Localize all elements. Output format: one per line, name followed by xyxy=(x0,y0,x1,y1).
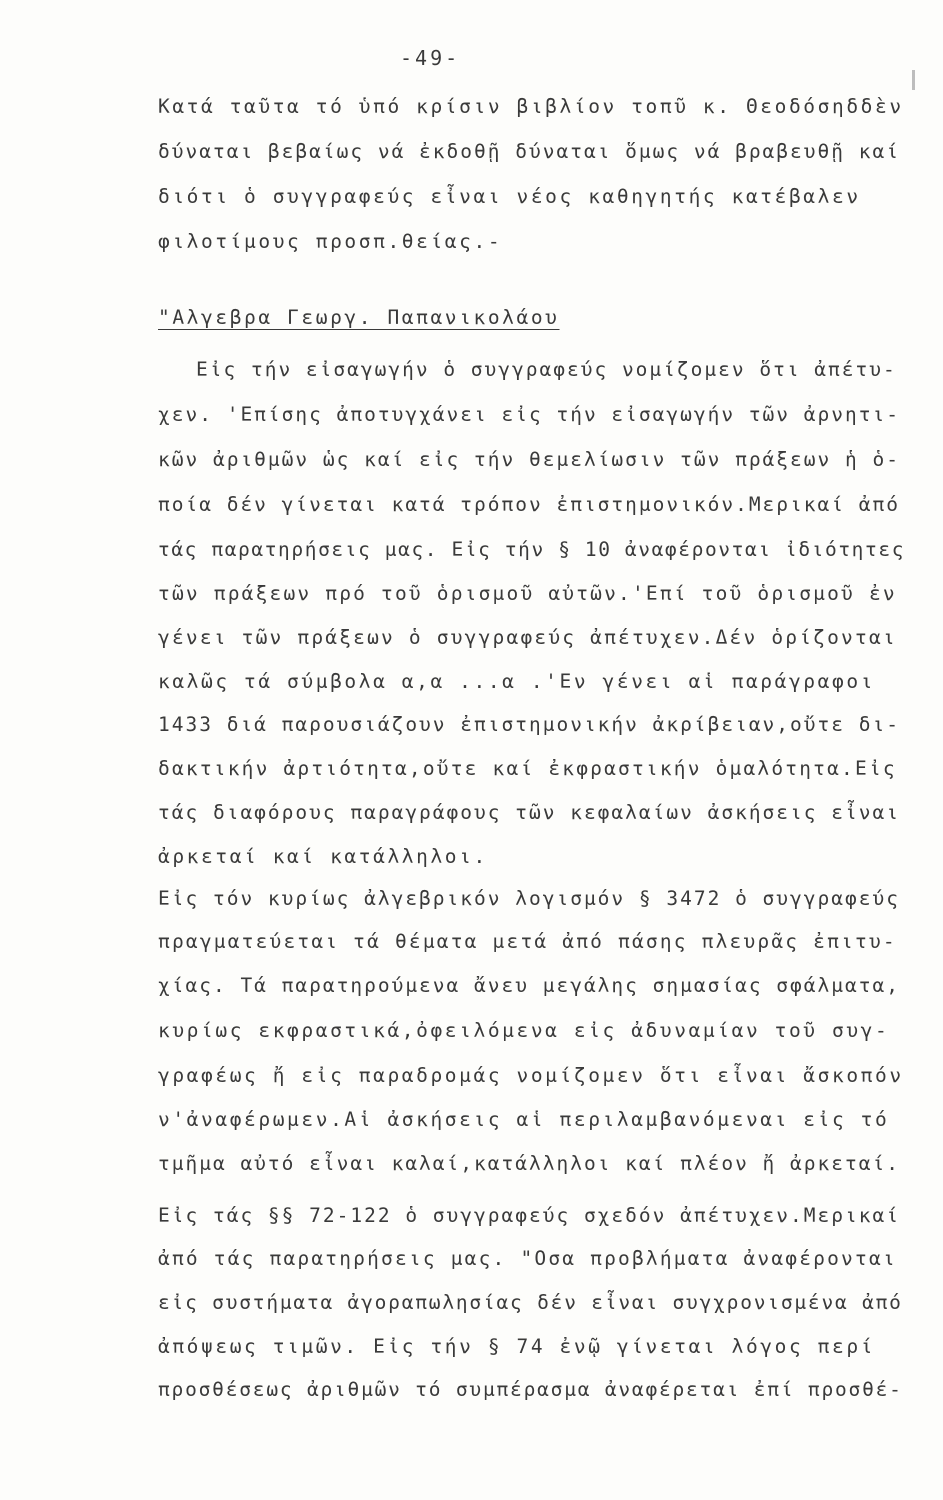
text-line: τμῆμα αὐτό εἶναι καλαί,κατάλληλοι καί πλέον ἤ ἀρκεταί. xyxy=(158,1152,900,1175)
text-line: ἀρκεταί καί κατάλληλοι. xyxy=(158,845,488,868)
text-line: χεν. 'Επίσης ἀποτυγχάνει εἰς τήν εἰσαγωγήν τῶν ἀρνητι- xyxy=(158,403,900,426)
text-line: χίας. Τά παρατηρούμενα ἄνευ μεγάλης σημασίας σφάλματα, xyxy=(158,974,900,997)
text-line: γραφέως ἤ εἰς παραδρομάς νομίζομεν ὅτι εἶναι ἄσκοπόν xyxy=(158,1064,904,1087)
page-number: -49- xyxy=(400,46,461,70)
text-line: δύναται βεβαίως νά ἐκδοθῇ δύναται ὅμως νά βραβευθῇ καί xyxy=(158,140,900,163)
text-line: εἰς συστήματα ἀγοραπωλησίας δέν εἶναι συγχρονισμένα ἀπό xyxy=(158,1291,903,1314)
text-line: κυρίως εκφραστικά,ὀφειλόμενα εἰς ἀδυναμίαν τοῦ συγ- xyxy=(158,1019,890,1042)
text-line: τῶν πράξεων πρό τοῦ ὁρισμοῦ αὐτῶν.'Επί τοῦ ὁρισμοῦ ἐν xyxy=(158,582,897,605)
section-heading: "Αλγεβρα Γεωργ. Παπανικολάου xyxy=(158,306,560,329)
text-line: ἀπόψεως τιμῶν. Εἰς τήν § 74 ἐνῷ γίνεται λόγος περί xyxy=(158,1335,875,1358)
text-line: προσθέσεως ἀριθμῶν τό συμπέρασμα ἀναφέρεται ἐπί προσθέ- xyxy=(158,1378,903,1401)
text-line: διότι ὁ συγγραφεύς εἶναι νέος καθηγητής κατέβαλεν xyxy=(158,185,861,208)
text-line: τάς παρατηρήσεις μας. Εἰς τήν § 10 ἀναφέρονται ἰδιότητες xyxy=(158,538,906,561)
text-line: Κατά ταῦτα τό ὑπό κρίσιν βιβλίον τοπῦ κ. Θεοδόσηδδὲν xyxy=(158,95,904,118)
text-line: 1433 διά παρουσιάζουν ἐπιστημονικήν ἀκρίβειαν,οὔτε δι- xyxy=(158,713,900,736)
text-line: δακτικήν ἀρτιότητα,οὔτε καί ἐκφραστικήν ὁμαλότητα.Εἰς xyxy=(158,757,897,780)
text-line: Εἰς τάς §§ 72-122 ὁ συγγραφεύς σχεδόν ἀπέτυχεν.Μερικαί xyxy=(158,1204,900,1227)
text-line: καλῶς τά σύμβολα α,α ...α .'Εν γένει αἱ παράγραφοι xyxy=(158,670,875,693)
text-line: ποία δέν γίνεται κατά τρόπον ἐπιστημονικόν.Μερικαί ἀπό xyxy=(158,493,900,516)
text-line: γένει τῶν πράξεων ὁ συγγραφεύς ἀπέτυχεν.Δέν ὁρίζονται xyxy=(158,626,897,649)
text-line: ἀπό τάς παρατηρήσεις μας. "Οσα προβλήματα ἀναφέρονται xyxy=(158,1247,897,1270)
text-line: τάς διαφόρους παραγράφους τῶν κεφαλαίων ἀσκήσεις εἶναι xyxy=(158,801,900,824)
text-line: πραγματεύεται τά θέματα μετά ἀπό πάσης πλευρᾶς ἐπιτυ- xyxy=(158,930,897,953)
text-line: φιλοτίμους προσπ.θείας.- xyxy=(158,230,503,253)
text-line: Εἰς τόν κυρίως ἀλγεβρικόν λογισμόν § 3472 ὁ συγγραφεύς xyxy=(158,887,900,910)
margin-mark xyxy=(912,70,915,90)
text-line: ν'ἀναφέρωμεν.Αἱ ἀσκήσεις αἱ περιλαμβανόμεναι εἰς τό xyxy=(158,1108,890,1131)
text-line: κῶν ἀριθμῶν ὡς καί εἰς τήν θεμελίωσιν τῶν πράξεων ἡ ὁ- xyxy=(158,448,900,471)
text-line: Εἰς τήν εἰσαγωγήν ὁ συγγραφεύς νομίζομεν ὅτι ἀπέτυ- xyxy=(196,358,897,381)
